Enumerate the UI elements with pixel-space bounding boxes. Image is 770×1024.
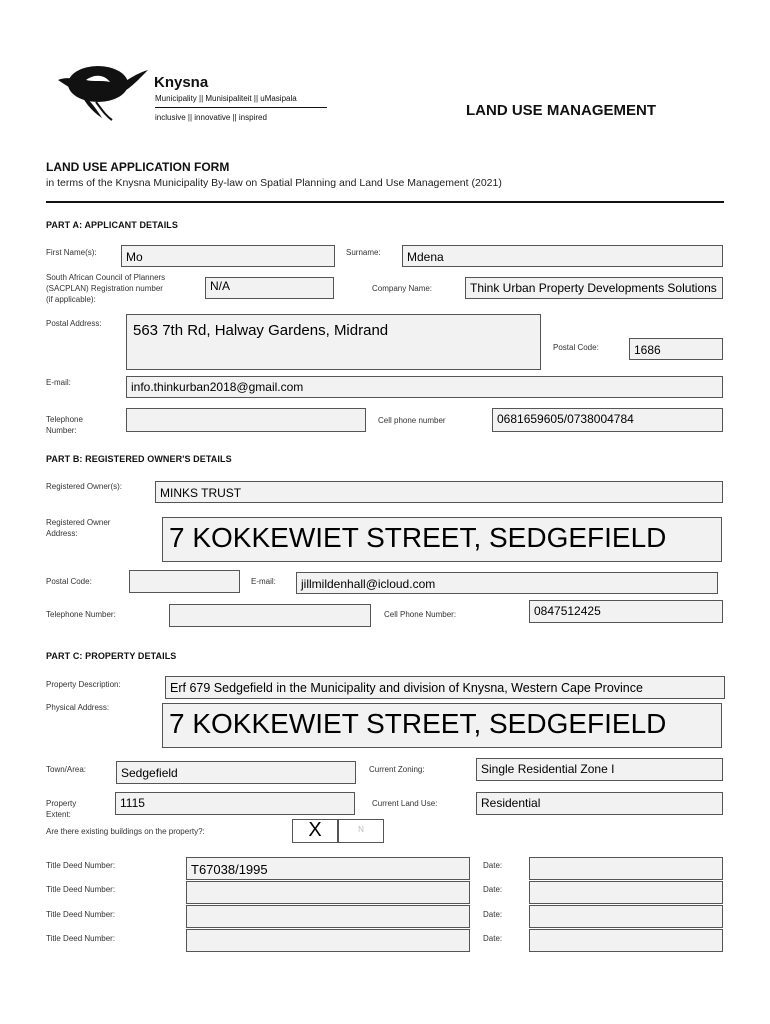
document-title: LAND USE MANAGEMENT <box>466 102 656 119</box>
postal-address-field[interactable]: 563 7th Rd, Halway Gardens, Midrand <box>126 314 541 370</box>
town-field[interactable]: Sedgefield <box>116 761 356 784</box>
postal-address-label: Postal Address: <box>46 319 102 328</box>
form-title: LAND USE APPLICATION FORM <box>46 160 230 174</box>
company-field[interactable]: Think Urban Property Developments Solutions <box>465 277 723 299</box>
form-subtitle: in terms of the Knysna Municipality By-law on Spatial Planning and Land Use Management (2021) <box>46 177 502 189</box>
zoning-field[interactable]: Single Residential Zone I <box>476 758 723 781</box>
logo-name: Knysna <box>154 74 209 91</box>
title-deed-label: Title Deed Number: <box>46 934 116 943</box>
date-field[interactable] <box>529 857 723 880</box>
part-c-heading: PART C: PROPERTY DETAILS <box>46 651 177 661</box>
surname-label: Surname: <box>346 248 381 257</box>
owner-telephone-label: Telephone Number: <box>46 610 116 619</box>
title-deed-label: Title Deed Number: <box>46 910 116 919</box>
owner-address-label-2: Address: <box>46 529 78 538</box>
town-label: Town/Area: <box>46 765 87 774</box>
telephone-field[interactable] <box>126 408 366 432</box>
land-use-label: Current Land Use: <box>372 799 438 808</box>
date-label: Date: <box>483 861 503 870</box>
owner-email-field[interactable]: jillmildenhall@icloud.com <box>296 572 718 594</box>
title-deed-field[interactable] <box>186 929 470 952</box>
first-name-label: First Name(s): <box>46 248 97 257</box>
title-deed-field[interactable] <box>186 881 470 904</box>
owner-cell-field[interactable]: 0847512425 <box>529 600 723 623</box>
date-field[interactable] <box>529 905 723 928</box>
property-description-field[interactable]: Erf 679 Sedgefield in the Municipality and division of Knysna, Western Cape Province <box>165 676 725 699</box>
buildings-label: Are there existing buildings on the property?: <box>46 827 205 836</box>
logo-tagline-1: Municipality || Munisipaliteit || uMasipala <box>155 94 297 103</box>
owner-label: Registered Owner(s): <box>46 482 123 491</box>
buildings-yes-checkbox[interactable]: X <box>292 819 338 843</box>
postal-code-label: Postal Code: <box>553 343 599 352</box>
land-use-field[interactable]: Residential <box>476 792 723 815</box>
logo-divider <box>155 107 327 108</box>
date-label: Date: <box>483 934 503 943</box>
part-b-heading: PART B: REGISTERED OWNER'S DETAILS <box>46 454 232 464</box>
owner-email-label: E-mail: <box>251 577 276 586</box>
owner-address-label-1: Registered Owner <box>46 518 111 527</box>
title-deed-label: Title Deed Number: <box>46 861 116 870</box>
email-field[interactable]: info.thinkurban2018@gmail.com <box>126 376 723 398</box>
property-description-label: Property Description: <box>46 680 121 689</box>
municipality-logo <box>56 62 156 128</box>
logo-tagline-2: inclusive || innovative || inspired <box>155 113 267 122</box>
owner-address-field[interactable]: 7 KOKKEWIET STREET, SEDGEFIELD <box>162 517 722 562</box>
owner-telephone-field[interactable] <box>169 604 371 627</box>
physical-address-field[interactable]: 7 KOKKEWIET STREET, SEDGEFIELD <box>162 703 722 748</box>
surname-field[interactable]: Mdena <box>402 245 723 267</box>
date-label: Date: <box>483 910 503 919</box>
company-label: Company Name: <box>372 284 433 293</box>
cell-field[interactable]: 0681659605/0738004784 <box>492 408 723 432</box>
telephone-label-2: Number: <box>46 426 77 435</box>
date-field[interactable] <box>529 929 723 952</box>
telephone-label-1: Telephone <box>46 415 83 424</box>
owner-field[interactable]: MINKS TRUST <box>155 481 723 503</box>
title-deed-label: Title Deed Number: <box>46 885 116 894</box>
owner-postal-code-field[interactable] <box>129 570 240 593</box>
date-field[interactable] <box>529 881 723 904</box>
extent-label-1: Property <box>46 799 77 808</box>
postal-code-field[interactable]: 1686 <box>629 338 723 360</box>
buildings-no-checkbox[interactable]: N <box>338 819 384 843</box>
part-a-heading: PART A: APPLICANT DETAILS <box>46 220 178 230</box>
owner-cell-label: Cell Phone Number: <box>384 610 457 619</box>
sacplan-field[interactable]: N/A <box>205 277 334 299</box>
cell-label: Cell phone number <box>378 416 446 425</box>
title-deed-field[interactable]: T67038/1995 <box>186 857 470 880</box>
knysna-emblem-icon <box>56 62 156 128</box>
extent-label-2: Extent: <box>46 810 71 819</box>
email-label: E-mail: <box>46 378 71 387</box>
date-label: Date: <box>483 885 503 894</box>
first-name-field[interactable]: Mo <box>121 245 335 267</box>
title-deed-field[interactable] <box>186 905 470 928</box>
sacplan-label-3: (if applicable): <box>46 295 96 304</box>
sacplan-label-1: South African Council of Planners <box>46 273 166 282</box>
owner-postal-code-label: Postal Code: <box>46 577 92 586</box>
zoning-label: Current Zoning: <box>369 765 425 774</box>
extent-field[interactable]: 1115 <box>115 792 355 815</box>
sacplan-label-2: (SACPLAN) Registration number <box>46 284 163 293</box>
title-rule <box>46 201 724 203</box>
physical-address-label: Physical Address: <box>46 703 110 712</box>
